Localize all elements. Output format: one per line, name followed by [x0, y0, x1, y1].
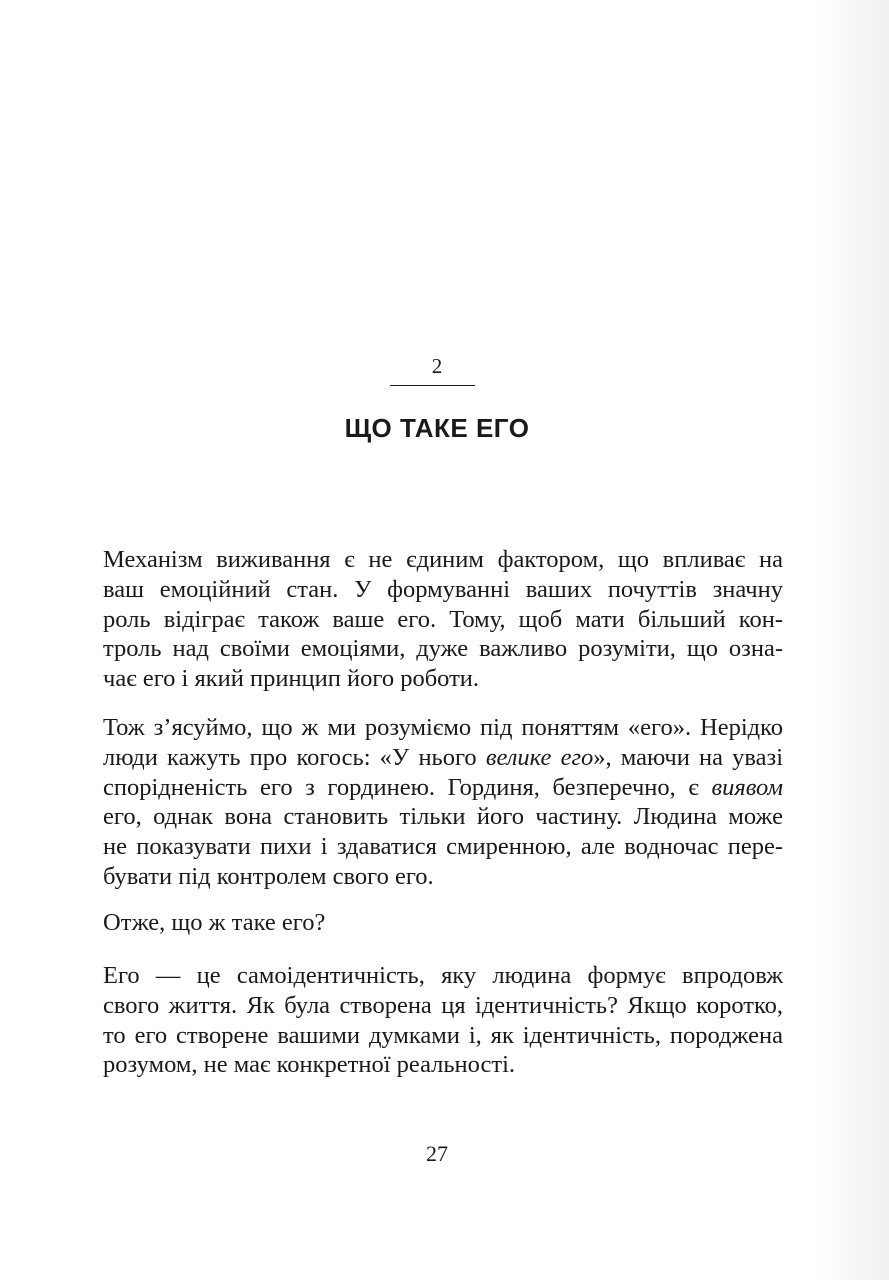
paragraph-1: [103, 545, 783, 694]
page-edge-shadow: [814, 0, 889, 1280]
paragraph-4: [103, 961, 783, 1080]
italic-phrase: велике его: [485, 743, 594, 771]
text-segment: люди кажуть про когось: «У нього: [103, 743, 486, 771]
chapter-number: 2: [431, 354, 443, 378]
text-segment: спорідненість его з гординею. Гординя, безперечно, є: [103, 773, 712, 801]
italic-phrase: виявом: [711, 773, 783, 801]
text-line: Отже, що ж таке его?: [103, 909, 326, 936]
text-line: бувати під контролем свого его.: [103, 862, 434, 890]
text-line: его, однак вона становить тільки його частину. Людина може: [103, 803, 783, 831]
text-line: роль відіграє також ваше его. Тому, щоб мати більший кон-: [103, 605, 783, 633]
text-line: чає его і який принцип його роботи.: [103, 665, 480, 693]
text-line: не показувати пихи і здаватися смиренною, але водночас пере-: [103, 833, 783, 861]
text-line-with-italic: [103, 743, 783, 773]
text-line: троль над своїми емоціями, дуже важливо розуміти, що озна-: [103, 635, 783, 663]
paragraph-3: [103, 908, 783, 938]
paragraph-2: [103, 713, 783, 892]
text-line: розумом, не має конкретної реальності.: [103, 1051, 516, 1079]
text-line: ваш емоційний стан. У формуванні ваших почуттів значну: [103, 575, 783, 603]
page-number: 27: [426, 1141, 448, 1166]
text-line-with-italic: [103, 773, 783, 803]
text-line: свого життя. Як була створена ця ідентичність? Якщо коротко,: [103, 991, 783, 1019]
text-line: Его — це самоідентичність, яку людина формує впродовж: [103, 962, 783, 989]
text-line: то его створене вашими думками і, як ідентичність, породжена: [103, 1021, 783, 1049]
text-line: Механізм виживання є не єдиним фактором, що впливає на: [103, 546, 783, 573]
text-line: Тож з’ясуймо, що ж ми розуміємо під поняттям «его». Нерідко: [103, 714, 783, 741]
text-segment: », маючи на увазі: [593, 743, 784, 771]
chapter-title: ЩО ТАКЕ ЕГО: [344, 413, 530, 443]
chapter-divider: [390, 385, 475, 386]
